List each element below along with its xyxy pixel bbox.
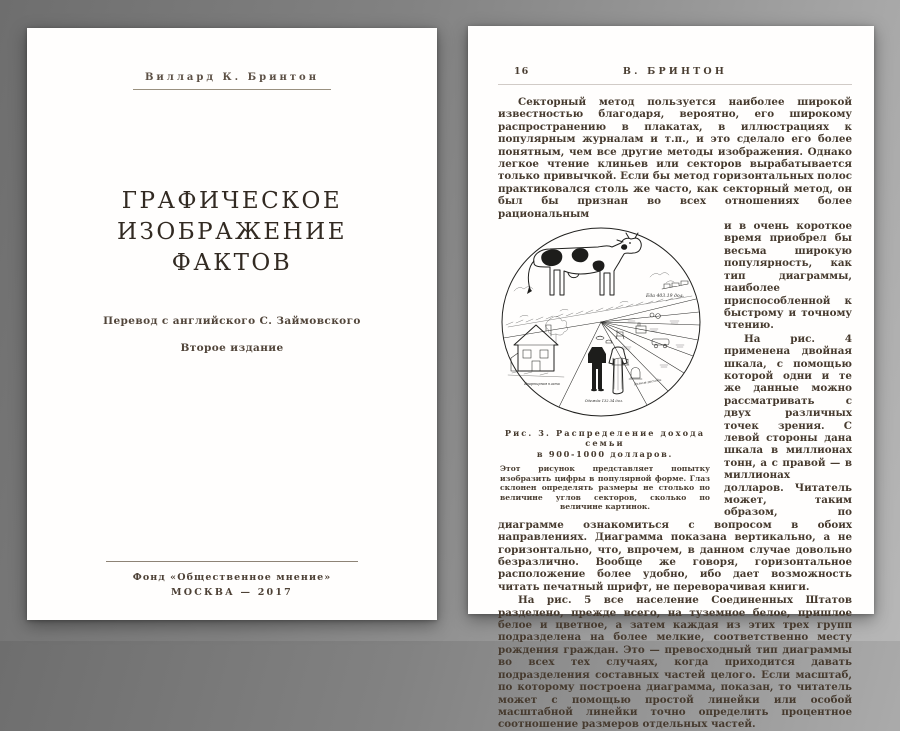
train-icon	[662, 281, 688, 289]
imprint-rule	[106, 561, 358, 562]
title-page	[27, 28, 437, 620]
running-header	[498, 66, 852, 79]
clothing-illustration	[588, 347, 627, 394]
publisher-name: Фонд «Общественное мнение»	[132, 572, 332, 583]
rent-sector-label: Квартирная плата	[524, 382, 560, 387]
edition-line: Второе издание	[180, 342, 284, 354]
cow-illustration	[527, 233, 641, 295]
figure-3-block	[498, 225, 712, 512]
gravestone-icon	[629, 368, 642, 380]
paragraph-1: Секторный метод пользуется наиболее широкой известностью благодаря, вероятно, его широкому распространению в плакатах, в иллюстрациях к популярным журналам и т.п., и это сделало его более понятным, чем все другие методы изображения. Однако легкое чтение клиньев или секторов вырабатывается только привычкой. Если бы метод горизонтальных полос практиковался столь же часто, как секторный метод, он был бы признан во всех отношениях более рациональным	[498, 96, 852, 220]
paragraph-3: На рис. 5 все население Соединенных Штатов разделено, прежде всего, на туземное белое, пришлое белое и цветное, а затем каждая из этих трех групп подразделена на более мелкие, соответственно месту рождения граждан. Это — превосходный тип диаграммы во всех тех случаях, когда приходится давать подразделения составных частей целого. Если масштаб, по которому построена диаграмма, показан, то читатель может с помощью простой линейки или особой масштабной линейки точно определить процентное соотношение размеров отдельных частей.	[498, 594, 852, 731]
author-line: Виллард К. Бринтон	[133, 72, 331, 90]
content-page	[468, 26, 874, 731]
car-icon	[652, 339, 669, 348]
figure-caption-line-2: в 900-1000 долларов.	[536, 449, 674, 460]
clothing-sector-label: Одежда 132.34 дол.	[584, 399, 624, 404]
misc-sector-label: Разные расходы	[633, 377, 662, 387]
imprint-block	[27, 561, 437, 598]
stove-icon	[636, 323, 646, 333]
paragraph-1-continued: и в очень короткое время приобрел бы весьма широкую популярность, как тип диаграммы, наиболее приспособленной к быстрому и точному чтению.	[724, 220, 852, 332]
page-number: 16	[514, 66, 530, 77]
figure-note: Этот рисунок представляет попытку изобразить цифры в популярной форме. Глаз склонен определять размеры не столько по величине углов секторов, сколько по величине картинок.	[500, 464, 710, 512]
income-pie-chart-figure	[498, 225, 712, 423]
running-head: В. БРИНТОН	[622, 66, 728, 77]
translation-credit: Перевод с английского С. Займовского	[103, 315, 361, 327]
background-shrubs	[514, 273, 674, 292]
book-title-line-1: ГРАФИЧЕСКОЕ	[121, 188, 343, 214]
book-title	[27, 186, 437, 279]
paragraph-2: На рис. 4 применена двойная шкала, с помощью которой одни и те же данные можно рассматривать с двух различных точек зрения. С левой стороны дана шкала в миллионах тонн, а с правой — в миллионах долларов. Читатель может, таким образом, по диаграмме ознакомиться с вопросом в обоих направлениях. Диаграмма показана вертикально, а не горизонтально, что, впрочем, в данном случае довольно безразлично. Вообще же говоря, горизонтальное расположение более удобно, ибо дает возможность читать печатный шрифт, не переворачивая книги.	[498, 332, 852, 593]
header-rule	[498, 84, 852, 85]
figure-caption-line-1: Рис. 3. Распределение дохода семьи	[504, 428, 706, 449]
food-sector-label: Еда 403.19 дол.	[646, 294, 685, 300]
dishes-icon	[650, 313, 660, 318]
chair-icon	[616, 330, 624, 339]
book-title-line-2: ИЗОБРАЖЕНИЕ	[116, 219, 348, 245]
book-title-line-3: ФАКТОВ	[171, 250, 293, 276]
city-year-line: МОСКВА — 2017	[171, 587, 293, 598]
